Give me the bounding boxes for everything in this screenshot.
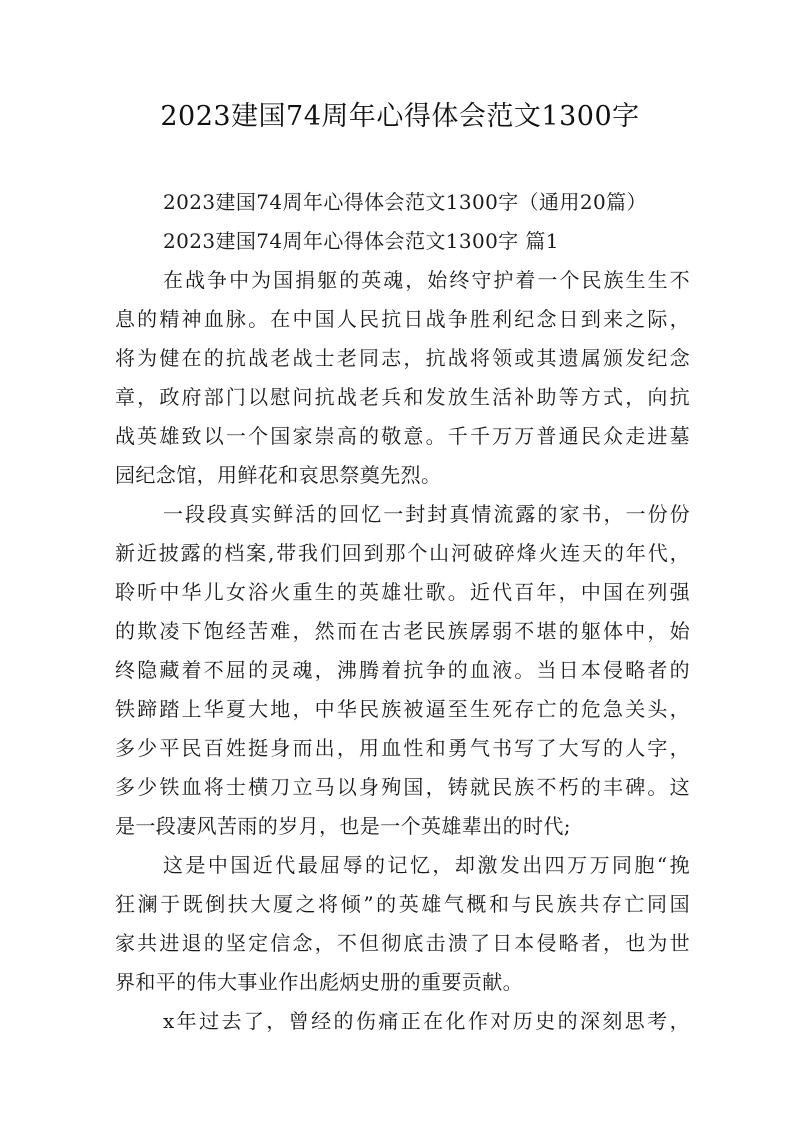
document-subtitle: 2023建国74周年心得体会范文1300字（通用20篇） xyxy=(163,190,647,214)
paragraph-line: 在战争中为国捐躯的英魂，始终守护着一个民族生生不 xyxy=(163,268,690,292)
paragraph-line: 多少铁血将士横刀立马以身殉国，铸就民族不朽的丰碑。这 xyxy=(115,775,690,799)
paragraph-line: 一段段真实鲜活的回忆一封封真情流露的家书，一份份 xyxy=(163,502,690,526)
paragraph-line: 狂澜于既倒扶大厦之将倾”的英雄气概和与民族共存亡同国 xyxy=(115,892,690,916)
paragraph-line: 的欺凌下饱经苦难，然而在古老民族孱弱不堪的躯体中，始 xyxy=(115,619,690,643)
paragraph-line: 将为健在的抗战老战士老同志，抗战将领或其遗属颁发纪念 xyxy=(115,346,690,370)
paragraph-line: 终隐藏着不屈的灵魂，沸腾着抗争的血液。当日本侵略者的 xyxy=(115,658,690,682)
paragraph-line: 章，政府部门以慰问抗战老兵和发放生活补助等方式，向抗 xyxy=(115,385,690,409)
paragraph-line: 铁蹄踏上华夏大地，中华民族被逼至生死存亡的危急关头， xyxy=(115,697,690,721)
paragraph-line: 聆听中华儿女浴火重生的英雄壮歌。近代百年，中国在列强 xyxy=(115,580,690,604)
paragraph-line: 这是中国近代最屈辱的记忆，却激发出四万万同胞“挽 xyxy=(163,853,690,877)
paragraph-line: 新近披露的档案,带我们回到那个山河破碎烽火连天的年代， xyxy=(115,541,690,565)
paragraph-line: 家共进退的坚定信念，不但彻底击溃了日本侵略者，也为世 xyxy=(115,931,690,955)
section-heading: 2023建国74周年心得体会范文1300字 篇1 xyxy=(163,229,559,253)
paragraph-line: 战英雄致以一个国家崇高的敬意。千千万万普通民众走进墓 xyxy=(115,424,690,448)
paragraph-line: 息的精神血脉。在中国人民抗日战争胜利纪念日到来之际， xyxy=(115,307,690,331)
paragraph-line: 园纪念馆，用鲜花和哀思祭奠先烈。 xyxy=(115,463,442,487)
paragraph-line: 多少平民百姓挺身而出，用血性和勇气书写了大写的人字， xyxy=(115,736,690,760)
paragraph-line: x年过去了，曾经的伤痛正在化作对历史的深刻思考， xyxy=(163,1009,690,1033)
paragraph-line: 界和平的伟大事业作出彪炳史册的重要贡献。 xyxy=(115,970,523,994)
paragraph-line: 是一段凄风苦雨的岁月，也是一个英雄辈出的时代; xyxy=(115,814,571,838)
page-title: 2023建国74周年心得体会范文1300字 xyxy=(160,101,640,132)
